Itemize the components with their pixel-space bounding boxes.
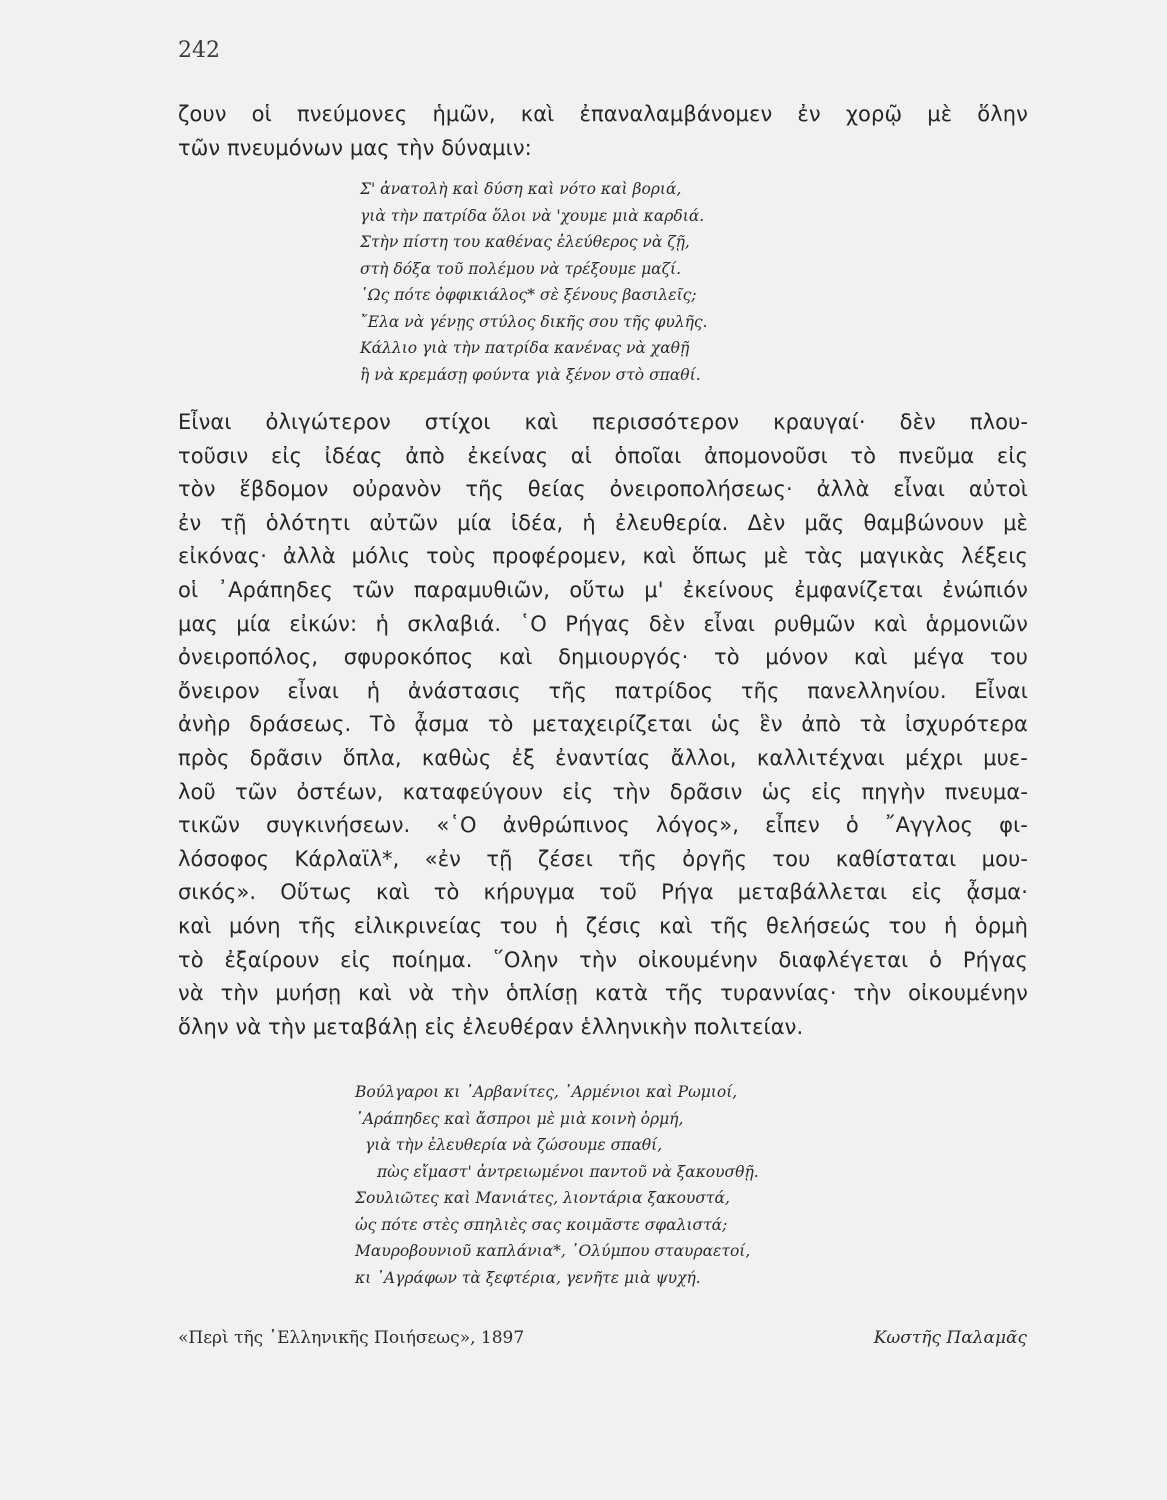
poem-stanza-1: [360, 176, 880, 388]
text-line: τὸν ἕβδομον οὐρανὸν τῆς θείας ὀνειροπολήσεως· ἀλλὰ εἶναι αὐτοὶ: [178, 477, 1028, 502]
verse-line: γιὰ τὴν πατρίδα ὅλοι νὰ 'χουμε μιὰ καρδιά.: [360, 206, 705, 225]
text-line: τὸ ἐξαίρουν εἰς ποίημα. ῞Ολην τὴν οἰκουμένην διαφλέγεται ὁ Ρήγας: [178, 947, 1028, 972]
source-citation: «Περὶ τῆς ῾Ελληνικῆς Ποιήσεως», 1897: [178, 1328, 525, 1348]
text-line: τικῶν συγκινήσεων. «῾Ο ἀνθρώπινος λόγος», εἶπεν ὁ ῎Αγγλος φι-: [178, 813, 1028, 838]
main-paragraph: [178, 406, 1028, 1044]
verse-line: Μαυροβουνιοῦ καπλάνια*, ᾿Ολύμπου σταυραετοί,: [355, 1242, 751, 1260]
text-line: Εἶναι ὀλιγώτερον στίχοι καὶ περισσότερον κραυγαί· δὲν πλου-: [178, 410, 1028, 434]
verse-line: Βούλγαροι κι ᾿Αρβανίτες, ᾿Αρμένιοι καὶ Ρωμιοί,: [355, 1083, 738, 1101]
text-line: τοῦσιν εἰς ἰδέας ἀπὸ ἐκείνας αἱ ὁποῖαι ἀπομονοῦσι τὸ πνεῦμα εἰς: [178, 443, 1028, 468]
text-line: λοῦ τῶν ὀστέων, καταφεύγουν εἰς τὴν δρᾶσιν ὡς εἰς πηγὴν πνευμα-: [178, 779, 1028, 804]
author-signature: Κωστῆς Παλαμᾶς: [873, 1328, 1027, 1348]
poem-stanza-2: [355, 1079, 875, 1291]
text-line: πρὸς δρᾶσιν ὅπλα, καθὼς ἐξ ἐναντίας ἄλλοι, καλλιτέχναι μέχρι μυε-: [178, 745, 1028, 770]
verse-line: πὼς εἴμαστ' ἀντρειωμένοι παντοῦ νὰ ξακουσθῇ.: [377, 1162, 759, 1181]
text-line: ὀνειροπόλος, σφυροκόπος καὶ δημιουργός· τὸ μόνον καὶ μέγα του: [178, 645, 1028, 670]
text-line: σικός». Οὕτως καὶ τὸ κήρυγμα τοῦ Ρήγα μεταβάλλεται εἰς ᾆσμα·: [178, 880, 1028, 905]
verse-line: ῎Ελα νὰ γένῃς στύλος δικῆς σου τῆς φυλῆς.: [360, 312, 708, 331]
verse-line: στὴ δόξα τοῦ πολέμου νὰ τρέξουμε μαζί.: [360, 259, 682, 278]
text-line: καὶ μόνη τῆς εἰλικρινείας του ἡ ζέσις καὶ τῆς θελήσεώς του ἡ ὁρμὴ: [178, 913, 1028, 938]
text-line: ὄνειρον εἶναι ἡ ἀνάστασις τῆς πατρίδος τῆς πανελληνίου. Εἶναι: [178, 678, 1028, 703]
text-line: νὰ τὴν μυήσῃ καὶ νὰ τὴν ὁπλίσῃ κατὰ τῆς τυραννίας· τὴν οἰκουμένην: [178, 981, 1028, 1006]
text-line: μας μία εἰκών: ἡ σκλαβιά. ῾Ο Ρήγας δὲν εἶναι ρυθμῶν καὶ ἁρμονιῶν: [178, 611, 1028, 636]
intro-paragraph: [178, 98, 1028, 165]
verse-line: Σουλιῶτες καὶ Μανιάτες, λιοντάρια ξακουστά,: [355, 1189, 730, 1207]
verse-line: ᾿Αράπηδες καὶ ἄσπροι μὲ μιὰ κοινὴ ὁρμή,: [355, 1109, 684, 1128]
text-line: εἰκόνας· ἀλλὰ μόλις τοὺς προφέρομεν, καὶ ὅπως μὲ τὰς μαγικὰς λέξεις: [178, 544, 1028, 569]
text-line: οἱ ᾿Αράπηδες τῶν παραμυθιῶν, οὕτω μ' ἐκείνους ἐμφανίζεται ἐνώπιόν: [178, 577, 1028, 602]
verse-line: Κάλλιο γιὰ τὴν πατρίδα κανένας νὰ χαθῇ: [360, 339, 690, 357]
text-line: ζουν οἱ πνεύμονες ἡμῶν, καὶ ἐπαναλαμβάνομεν ἐν χορῷ μὲ ὅλην: [178, 102, 1028, 126]
verse-line: Στὴν πίστη του καθένας ἐλεύθερος νὰ ζῇ,: [360, 233, 690, 251]
verse-line: ὡς πότε στὲς σπηλιὲς σας κοιμᾶστε σφαλιστά;: [355, 1215, 728, 1234]
verse-line: ῾Ως πότε ὀφφικιάλος* σὲ ξένους βασιλεῖς;: [360, 286, 697, 304]
verse-line: ἢ νὰ κρεμάσῃ φούντα γιὰ ξένον στὸ σπαθί.: [360, 365, 701, 384]
text-line: ἐν τῇ ὁλότητι αὐτῶν μία ἰδέα, ἡ ἐλευθερία. Δὲν μᾶς θαμβώνουν μὲ: [178, 510, 1028, 535]
text-line: τῶν πνευμόνων μας τὴν δύναμιν:: [178, 135, 532, 160]
text-line: λόσοφος Κάρλαϊλ*, «ἐν τῇ ζέσει τῆς ὀργῆς του καθίσταται μου-: [178, 846, 1028, 871]
verse-line: κι ᾿Αγράφων τὰ ξεφτέρια, γενῆτε μιὰ ψυχή.: [355, 1268, 701, 1287]
text-line: ὅλην νὰ τὴν μεταβάλῃ εἰς ἐλευθέραν ἑλληνικὴν πολιτείαν.: [178, 1014, 804, 1039]
verse-line: Σ' ἀνατολὴ καὶ δύση καὶ νότο καὶ βοριά,: [360, 180, 682, 198]
text-line: ἀνὴρ δράσεως. Τὸ ᾆσμα τὸ μεταχειρίζεται ὡς ἓν ἀπὸ τὰ ἰσχυρότερα: [178, 712, 1028, 737]
verse-line: γιὰ τὴν ἐλευθερία νὰ ζώσουμε σπαθί,: [365, 1136, 663, 1154]
page-number: 242: [178, 38, 220, 63]
